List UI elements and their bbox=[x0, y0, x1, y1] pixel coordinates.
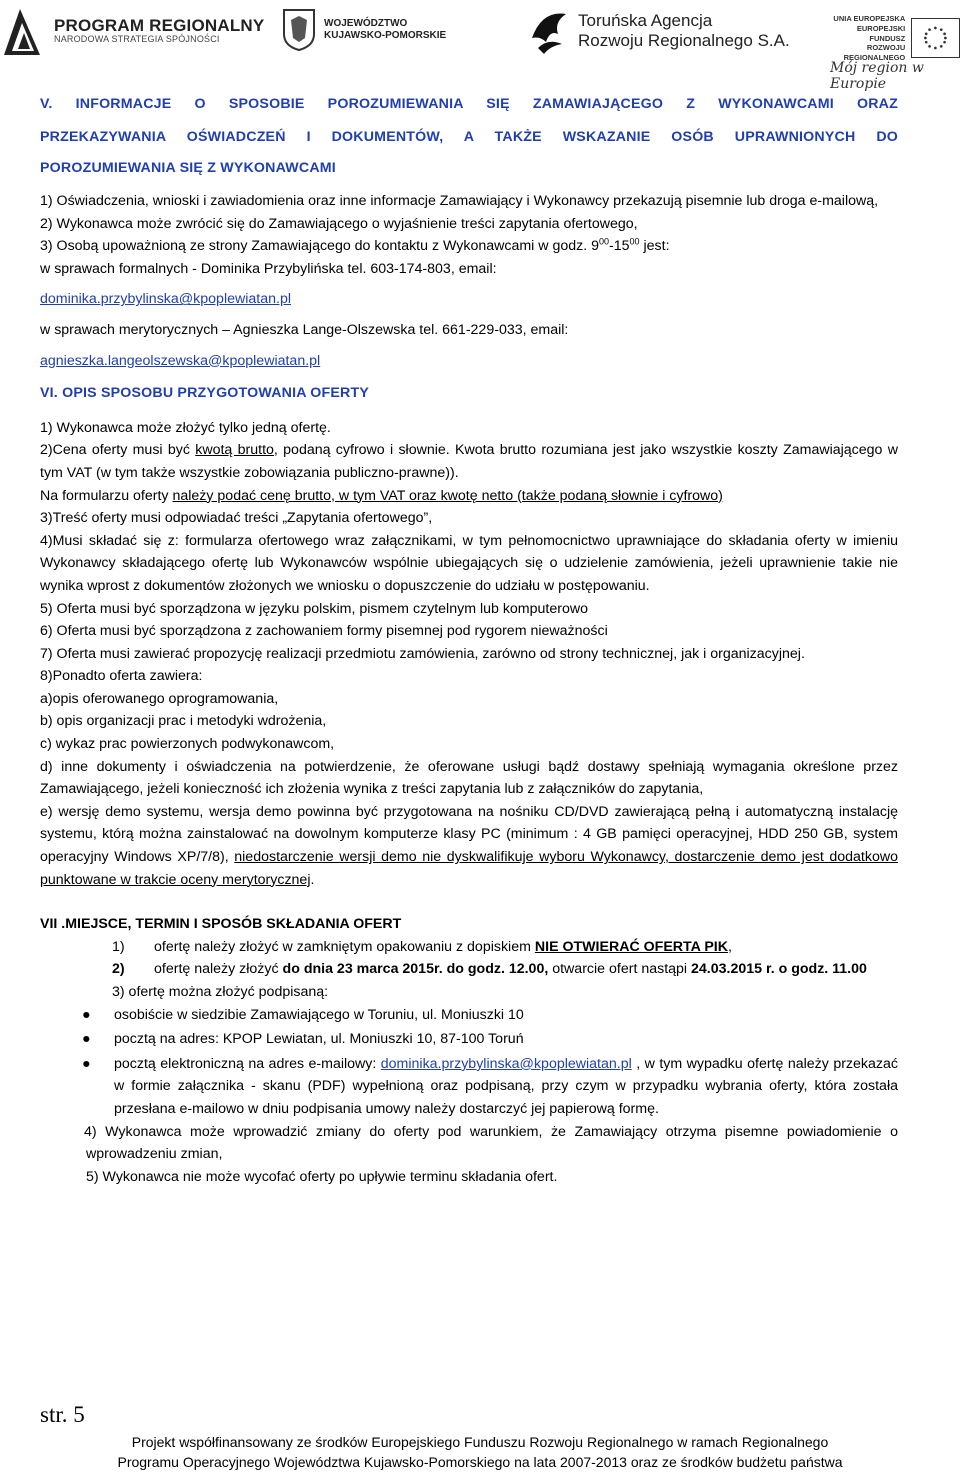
program-title: PROGRAM REGIONALNY bbox=[54, 15, 265, 35]
agency-line1: Toruńska Agencja bbox=[578, 10, 713, 30]
section-7-item-2 bbox=[40, 958, 898, 981]
agency-logo bbox=[528, 8, 790, 54]
agency-line2: Rozwoju Regionalnego S.A. bbox=[578, 31, 790, 50]
item-3-text-c: jest: bbox=[639, 238, 670, 255]
bullet-icon: ● bbox=[82, 1055, 91, 1072]
item-1-number: 1) bbox=[112, 938, 125, 955]
wojewodztwo-logo bbox=[282, 8, 446, 52]
section-5-title-line3: POROZUMIEWANIA SIĘ Z WYKONAWCAMI bbox=[40, 160, 336, 176]
bullet-1-text: osobiście w siedzibie Zamawiającego w Toruniu, ul. Moniuszki 10 bbox=[114, 1006, 524, 1023]
footer-line1: Projekt współfinansowany ze środków Europejskiego Funduszu Rozwoju Regionalnego w ramach Regionalnego bbox=[131, 1434, 829, 1450]
section-6-item-8b: b) opis organizacji prac i metodyki wdrożenia, bbox=[40, 713, 327, 730]
item-3-text-a: 3) Osobą upoważnioną ze strony Zamawiającego do kontaktu z Wykonawcami w godz. 9 bbox=[40, 238, 599, 255]
item-2-opening: 24.03.2015 r. o godz. 11.00 bbox=[691, 961, 867, 978]
eu-logo bbox=[820, 14, 960, 63]
section-7-bullet-2 bbox=[40, 1028, 898, 1051]
section-7-item-1 bbox=[40, 936, 898, 959]
section-6-item-1: 1) Wykonawca może złożyć tylko jedną ofertę. bbox=[40, 419, 331, 436]
region-line2: KUJAWSKO-POMORSKIE bbox=[324, 30, 447, 41]
section-6-item-3: 3)Treść oferty musi odpowiadać treści „Zapytania ofertowego”, bbox=[40, 510, 433, 527]
bullet-3-text-b: , w tym wypadku ofertę należy przekazać w formie załącznika - skanu (PDF) wypełnioną oraz podpisaną, przy czym w przypadku wybrania oferty, która została przesłana e-mailowo w dniu podpisania umowy należy dostarczyć jej papierową formę. bbox=[114, 1055, 898, 1117]
program-regionalny-logo bbox=[0, 2, 264, 60]
section-6-item-2 bbox=[40, 439, 898, 484]
item-3-text-b: -15 bbox=[609, 238, 630, 255]
bullet-3-text-a: pocztą elektroniczną na adres e-mailowy: bbox=[114, 1055, 381, 1072]
item-8e-underlined: niedostarczenie wersji demo nie dyskwalifikuje wyboru Wykonawcy, dostarczenie demo jest dodatkowo punktowane w trakcie oceny merytorycznej bbox=[40, 849, 898, 888]
section-6-item-4: 4)Musi składać się z: formularza ofertowego wraz załącznikami, w tym pełnomocnictwo uprawniające do składania oferty w imieniu Wykonawcy składającego ofertę lub Wykonawców wspólnie ubiegających się o udzielenie zamówienia, jeżeli uprawnienie takie nie wynika wprost z dokumentów złożonych we wniosku o dopuszczenie do udziału w postępowaniu. bbox=[40, 532, 898, 594]
item-2-text-b: , podaną cyfrowo i słownie. Kwota brutto rozumiana jest jako wszystkie koszty Zamawiającego w tym VAT (w tym także wszystkie zobowiązania publiczno-prawne)). bbox=[40, 442, 898, 481]
section-6-item-2-form bbox=[40, 485, 898, 508]
item-8e-text: e) wersję demo systemu, wersja demo powinna być przygotowana na nośniku CD/DVD zawierającą pełną i automatyczną instalację systemu, którą można zainstalować na dowolnym komputerze klasy PC (minimum : 4 GB pamięci operacyjnej, HDD 250 GB, system operacyjny Windows XP/7/8), bbox=[40, 803, 898, 866]
page-number: str. 5 bbox=[40, 1402, 85, 1427]
agency-bird-icon bbox=[528, 8, 570, 54]
bullet-icon: ● bbox=[82, 1006, 91, 1023]
item-8e-end: . bbox=[310, 871, 315, 888]
eu-flag-icon bbox=[911, 18, 960, 58]
slogan: Mój region w Europie bbox=[830, 60, 924, 92]
section-7-item-5: 5) Wykonawca nie może wycofać oferty po upływie terminu składania ofert. bbox=[86, 1168, 558, 1185]
section-6-item-8c: c) wykaz prac powierzonych podwykonawcom, bbox=[40, 736, 335, 753]
merit-email-link[interactable]: agnieszka.langeolszewska@kpoplewiatan.pl bbox=[40, 352, 321, 369]
eu-line3: ROZWOJU REGIONALNEGO bbox=[843, 43, 906, 62]
item-2-form-text: Na formularzu oferty bbox=[40, 487, 173, 504]
merit-contact: w sprawach merytorycznych – Agnieszka Lange-Olszewska tel. 661-229-033, email: bbox=[40, 321, 569, 338]
section-6-item-6: 6) Oferta musi być sporządzona z zachowaniem formy pisemnej pod rygorem nieważności bbox=[40, 623, 608, 640]
section-5-item-3 bbox=[40, 235, 898, 258]
section-5-item-1: 1) Oświadczenia, wnioski i zawiadomienia oraz inne informacje Zamawiający i Wykonawcy przekazują pisemnie lub droga e-mailową, bbox=[40, 193, 879, 209]
section-6-item-8e bbox=[40, 801, 898, 891]
section-7-item-4: 4) Wykonawca może wprowadzić zmiany do oferty pod warunkiem, że Zamawiający otrzyma pisemne powiadomienie o wprowadzeniu zmian, bbox=[84, 1123, 898, 1163]
section-7-item-3: 3) ofertę można złożyć podpisaną: bbox=[112, 984, 329, 1000]
item-2-underlined: kwotą brutto bbox=[195, 442, 274, 459]
document-body bbox=[40, 88, 898, 1188]
section-7-bullet-1 bbox=[40, 1004, 898, 1027]
program-logo-icon bbox=[0, 5, 46, 57]
program-subtitle: NARODOWA STRATEGIA SPÓJNOŚCI bbox=[54, 34, 220, 45]
section-5-item-2: 2) Wykonawca może zwrócić się do Zamawiającego o wyjaśnienie treści zapytania ofertowego, bbox=[40, 215, 638, 232]
item-2-deadline: do dnia 23 marca 2015r. do godz. 12.00, bbox=[282, 961, 549, 978]
section-6-text: OPIS SPOSOBU PRZYGOTOWANIA OFERTY bbox=[57, 385, 370, 402]
section-7-title: VII .MIEJSCE, TERMIN I SPOSÓB SKŁADANIA OFERT bbox=[40, 916, 402, 933]
section-5-title-line1: V. INFORMACJE O SPOSOBIE POROZUMIEWANIA SIĘ ZAMAWIAJĄCEGO Z WYKONAWCAMI ORAZ bbox=[40, 96, 898, 112]
eu-line1: UNIA EUROPEJSKA bbox=[833, 14, 906, 23]
bullet-icon: ● bbox=[82, 1031, 91, 1048]
section-6-num: VI. bbox=[40, 385, 58, 402]
bullet-2-text: pocztą na adres: KPOP Lewiatan, ul. Moniuszki 10, 87-100 Toruń bbox=[114, 1031, 524, 1048]
item-1-end: , bbox=[727, 938, 732, 955]
eu-line2: EUROPEJSKI FUNDUSZ bbox=[856, 23, 906, 43]
section-5-title-line2: PRZEKAZYWANIA OŚWIADCZEŃ I DOKUMENTÓW, A TAKŻE WSKAZANIE OSÓB UPRAWNIONYCH DO bbox=[40, 129, 898, 145]
formal-email-link[interactable]: dominika.przybylinska@kpoplewiatan.pl bbox=[40, 291, 291, 308]
item-1-text: ofertę należy złożyć w zamkniętym opakowaniu z dopiskiem bbox=[154, 938, 535, 955]
item-2-text-a: 2)Cena oferty musi być bbox=[40, 442, 196, 459]
item-2-text-a: ofertę należy złożyć bbox=[154, 961, 283, 978]
item-1-bold: NIE OTWIERAĆ OFERTA PIK bbox=[534, 938, 728, 955]
header-logos bbox=[0, 0, 960, 90]
section-6-item-8a: a)opis oferowanego oprogramowania, bbox=[40, 690, 279, 707]
coat-of-arms-icon bbox=[282, 8, 316, 52]
bullet-3-email-link[interactable]: dominika.przybylinska@kpoplewiatan.pl bbox=[380, 1055, 632, 1072]
region-line1: WOJEWÓDZTWO bbox=[324, 17, 408, 29]
item-2-text-c: otwarcie ofert nastąpi bbox=[548, 961, 692, 978]
section-6-item-7: 7) Oferta musi zawierać propozycję realizacji przedmiotu zamówienia, zarówno od strony technicznej, jak i organizacyjnej. bbox=[40, 645, 805, 662]
item-2-number: 2) bbox=[112, 961, 125, 978]
section-6-title bbox=[40, 382, 898, 405]
section-6-item-8: 8)Ponadto oferta zawiera: bbox=[40, 668, 203, 685]
item-2-form-underlined: należy podać cenę brutto, w tym VAT oraz kwotę netto (także podaną słownie i cyfrowo) bbox=[172, 487, 723, 504]
item-3-sup-1: 00 bbox=[599, 236, 610, 247]
footer-line2: Programu Operacyjnego Województwa Kujawsko-Pomorskiego na lata 2007-2013 oraz ze środków budżetu państwa bbox=[117, 1454, 843, 1470]
section-7-bullet-3 bbox=[40, 1053, 898, 1121]
item-3-sup-2: 00 bbox=[629, 236, 640, 247]
section-6-item-8d: d) inne dokumenty i oświadczenia na potwierdzenie, że oferowane usługi bądź dostawy spełniają wymagania określone przez Zamawiającego, jeżeli konieczność ich złożenia wynika z treści zapytania lub z załączników do zapytania, bbox=[40, 758, 898, 798]
section-6-item-5: 5) Oferta musi być sporządzona w języku polskim, pismem czytelnym lub komputerowo bbox=[40, 600, 588, 617]
formal-contact: w sprawach formalnych - Dominika Przybylińska tel. 603-174-803, email: bbox=[40, 260, 497, 277]
